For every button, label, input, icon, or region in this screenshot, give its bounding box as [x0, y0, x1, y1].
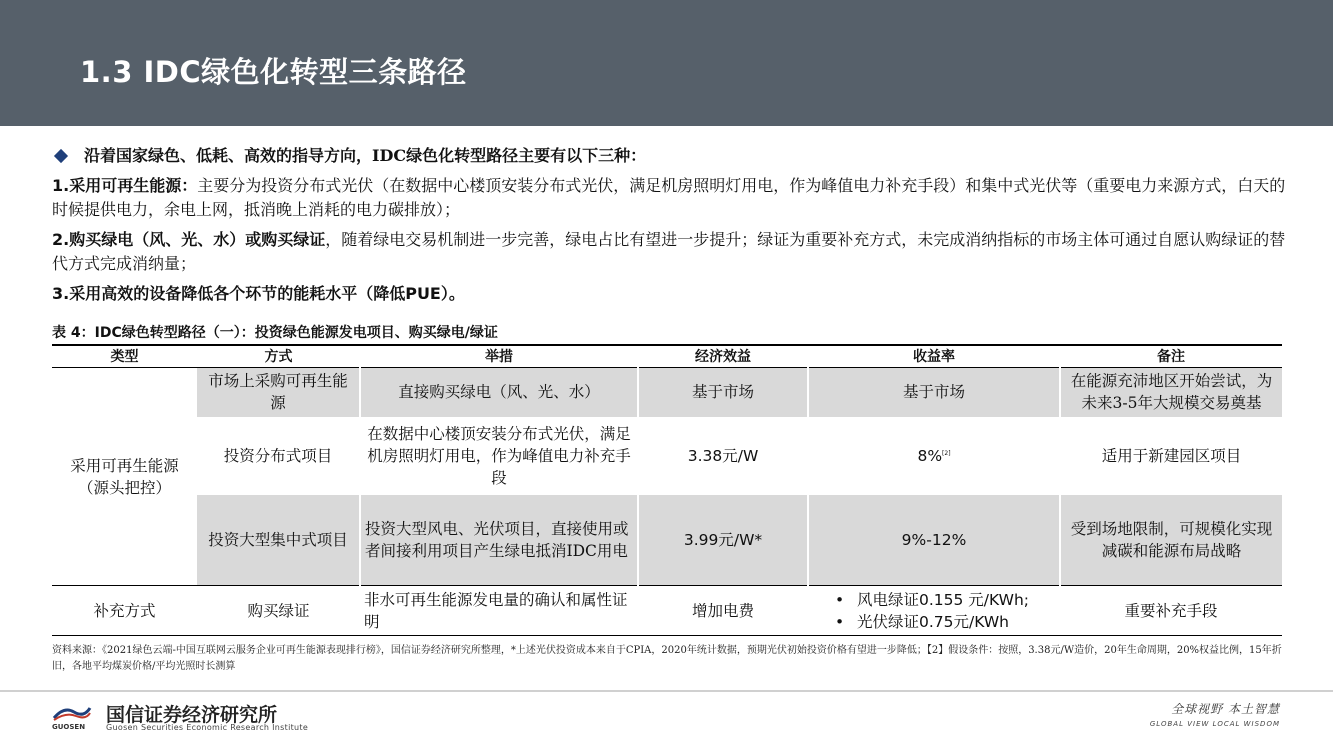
cell-measure: 投资大型风电、光伏项目，直接使用或者间接利用项目产生绿电抵消IDC用电 — [360, 494, 638, 586]
header-measure: 举措 — [360, 345, 638, 368]
cell-method: 市场上采购可再生能源 — [197, 368, 360, 418]
cell-method: 投资分布式项目 — [197, 418, 360, 494]
cell-benefit: 增加电费 — [638, 586, 808, 636]
footnote-ref: [2] — [942, 450, 951, 458]
point-1-head: 1.采用可再生能源： — [52, 176, 198, 195]
point-1-text: 主要分为投资分布式光伏（在数据中心楼顶安装分布式光伏，满足机房照明灯用电，作为峰值电力补充手段）和集中式光伏等（重要电力来源方式，白天的时候提供电力，余电上网，抵消晚上消耗的电力碳排放）； — [52, 176, 1286, 219]
intro-line — [52, 144, 1292, 168]
cell-benefit: 3.38元/W — [638, 418, 808, 494]
intro-text: 沿着国家绿色、低耗、高效的指导方向，IDC绿色化转型路径主要有以下三种： — [84, 146, 647, 165]
table-caption: 表 4：IDC绿色转型路径（一）：投资绿色能源发电项目、购买绿电/绿证 — [52, 322, 1282, 346]
cell-note: 适用于新建园区项目 — [1060, 418, 1282, 494]
cell-measure: 非水可再生能源发电量的确认和属性证明 — [360, 586, 638, 636]
cell-note: 在能源充沛地区开始尝试，为未来3-5年大规模交易奠基 — [1060, 368, 1282, 418]
header-type: 类型 — [52, 345, 197, 368]
cell-measure: 直接购买绿电（风、光、水） — [360, 368, 638, 418]
yield-value: 8% — [917, 447, 943, 466]
green-path-table — [52, 345, 1282, 636]
point-1 — [52, 174, 1292, 222]
table-row — [52, 494, 1282, 586]
page-title: 1.3 IDC绿色化转型三条路径 — [80, 55, 467, 89]
yield-list — [839, 589, 1029, 633]
cell-note: 受到场地限制，可规模化实现减碳和能源布局战略 — [1060, 494, 1282, 586]
logo-chinese-name: 国信证券经济研究所 — [106, 704, 278, 726]
cell-method: 购买绿证 — [197, 586, 360, 636]
diamond-bullet-icon — [54, 149, 68, 163]
table-header-row — [52, 345, 1282, 368]
point-3 — [52, 282, 1292, 306]
slogan-english: GLOBAL VIEW LOCAL WISDOM — [1149, 720, 1280, 728]
cell-yield — [808, 418, 1060, 494]
list-item: • 光伏绿证0.75元/KWh — [839, 611, 1029, 633]
source-note: 资料来源：《2021绿色云端-中国互联网云服务企业可再生能源表现排行榜》，国信证券经济研究所整理，*上述光伏投资成本来自于CPIA，2020年统计数据，预期光伏初始投资价格有望进一步降低；【2】假设条件：按照，3.38元/W造价，20年生命周期，20%权益比例，15年折旧，各地平均煤炭价格/平均光照时长测算 — [52, 645, 1282, 672]
header-note: 备注 — [1060, 345, 1282, 368]
header-yield: 收益率 — [808, 345, 1060, 368]
header-benefit: 经济效益 — [638, 345, 808, 368]
list-item: • 风电绿证0.155 元/KWh; — [839, 589, 1029, 611]
table-row — [52, 586, 1282, 636]
cell-benefit: 3.99元/W* — [638, 494, 808, 586]
cell-benefit: 基于市场 — [638, 368, 808, 418]
point-2-head: 2.购买绿电（风、光、水）或购买绿证 — [52, 230, 326, 249]
cell-measure: 在数据中心楼顶安装分布式光伏，满足机房照明灯用电，作为峰值电力补充手段 — [360, 418, 638, 494]
type-supplement: 补充方式 — [52, 586, 197, 636]
table-row — [52, 368, 1282, 418]
logo-english-name: Guosen Securities Economic Research Institute — [106, 723, 309, 732]
logo-short: GUOSEN — [52, 723, 86, 731]
slogan — [1120, 700, 1280, 728]
cell-yield: 基于市场 — [808, 368, 1060, 418]
point-2-text: ，随着绿电交易机制进一步完善，绿电占比有望进一步提升；绿证为重要补充方式，未完成消纳指标的市场主体可通过自愿认购绿证的替代方式完成消纳量； — [52, 230, 1286, 273]
guosen-logo-icon — [52, 704, 92, 722]
slogan-chinese: 全球视野 本土智慧 — [1171, 702, 1280, 716]
title-bar — [0, 0, 1333, 126]
footer-divider — [0, 690, 1333, 692]
point-2 — [52, 228, 1292, 276]
header-method: 方式 — [197, 345, 360, 368]
cell-yield — [808, 586, 1060, 636]
cell-yield: 9%-12% — [808, 494, 1060, 586]
body-text — [52, 144, 1292, 312]
table-row — [52, 418, 1282, 494]
type-renewable: 采用可再生能源（源头把控） — [70, 456, 179, 497]
cell-note: 重要补充手段 — [1060, 586, 1282, 636]
point-3-head: 3.采用高效的设备降低各个环节的能耗水平（降低PUE）。 — [52, 284, 465, 303]
cell-method: 投资大型集中式项目 — [197, 494, 360, 586]
